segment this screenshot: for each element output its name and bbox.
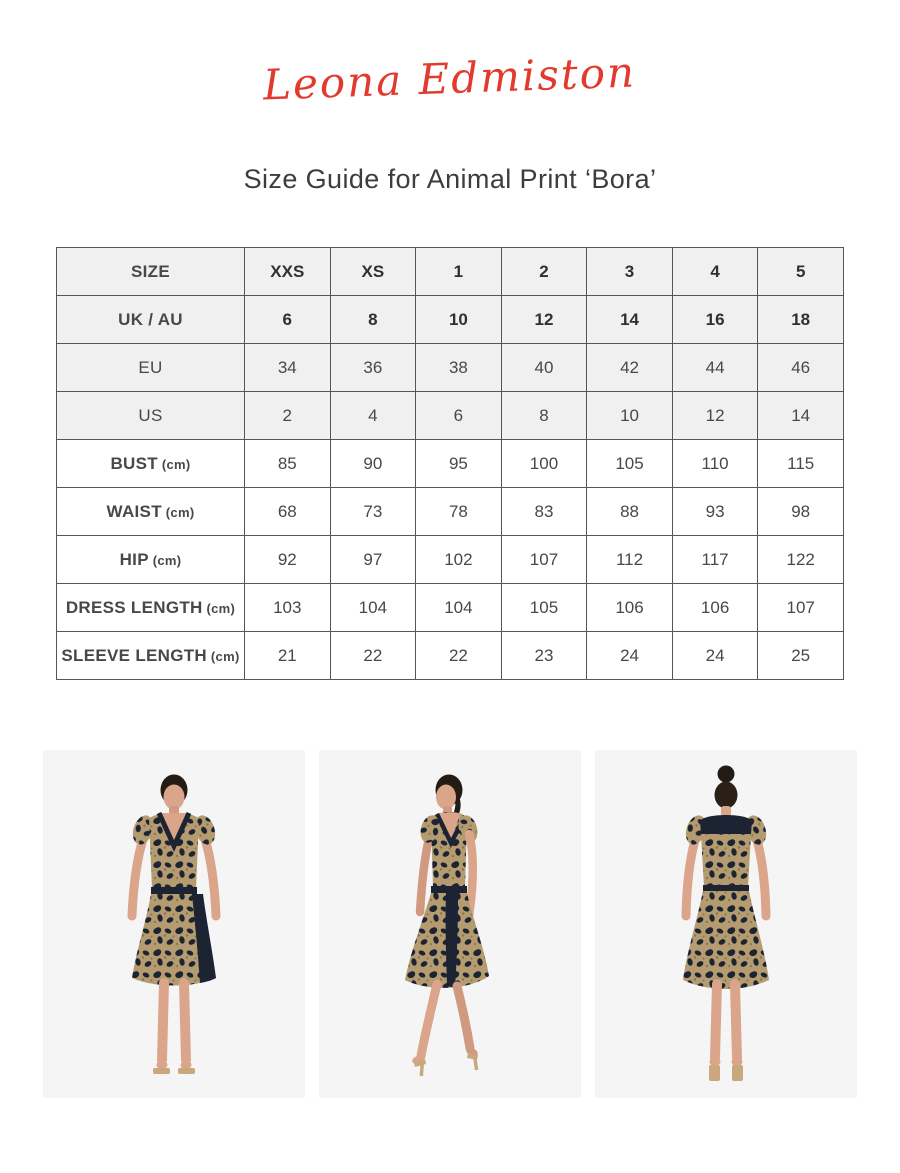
product-photo-front xyxy=(43,750,305,1098)
size-value-cell: 14 xyxy=(758,392,844,440)
size-value-cell: 73 xyxy=(330,488,416,536)
size-value-cell: 24 xyxy=(672,632,758,680)
size-value-cell: 8 xyxy=(330,296,416,344)
size-value-cell: 105 xyxy=(501,584,587,632)
size-value-cell: XXS xyxy=(245,248,331,296)
size-value-cell: 6 xyxy=(245,296,331,344)
size-value-cell: 100 xyxy=(501,440,587,488)
row-label: HIP (cm) xyxy=(57,536,245,584)
size-value-cell: 42 xyxy=(587,344,673,392)
size-value-cell: 14 xyxy=(587,296,673,344)
size-value-cell: 93 xyxy=(672,488,758,536)
table-row xyxy=(57,536,844,584)
row-label: DRESS LENGTH (cm) xyxy=(57,584,245,632)
size-value-cell: 44 xyxy=(672,344,758,392)
size-value-cell: 12 xyxy=(501,296,587,344)
row-label: WAIST (cm) xyxy=(57,488,245,536)
page-title: Size Guide for Animal Print ‘Bora’ xyxy=(243,164,657,194)
size-value-cell: 106 xyxy=(587,584,673,632)
size-value-cell: 46 xyxy=(758,344,844,392)
size-value-cell: 106 xyxy=(672,584,758,632)
product-photo-side xyxy=(319,750,581,1098)
table-row xyxy=(57,488,844,536)
model-front-illustration xyxy=(43,750,305,1098)
table-row xyxy=(57,248,844,296)
row-unit: (cm) xyxy=(161,504,195,520)
size-table-body xyxy=(57,248,844,680)
size-value-cell: 78 xyxy=(416,488,502,536)
size-value-cell: 34 xyxy=(245,344,331,392)
size-value-cell: 105 xyxy=(587,440,673,488)
size-value-cell: 5 xyxy=(758,248,844,296)
size-value-cell: 3 xyxy=(587,248,673,296)
size-value-cell: 104 xyxy=(330,584,416,632)
size-value-cell: 110 xyxy=(672,440,758,488)
table-row xyxy=(57,440,844,488)
product-images-row xyxy=(0,750,900,1098)
size-value-cell: 22 xyxy=(330,632,416,680)
size-value-cell: 23 xyxy=(501,632,587,680)
size-value-cell: 2 xyxy=(245,392,331,440)
size-value-cell: 90 xyxy=(330,440,416,488)
size-value-cell: 85 xyxy=(245,440,331,488)
size-value-cell: 103 xyxy=(245,584,331,632)
size-value-cell: 4 xyxy=(672,248,758,296)
size-value-cell: 104 xyxy=(416,584,502,632)
row-label: SLEEVE LENGTH (cm) xyxy=(57,632,245,680)
size-value-cell: XS xyxy=(330,248,416,296)
model-side-illustration xyxy=(319,750,581,1098)
row-unit: (cm) xyxy=(157,456,191,472)
size-value-cell: 98 xyxy=(758,488,844,536)
table-row xyxy=(57,296,844,344)
row-label: BUST (cm) xyxy=(57,440,245,488)
brand-logo xyxy=(0,0,900,150)
size-value-cell: 40 xyxy=(501,344,587,392)
size-value-cell: 92 xyxy=(245,536,331,584)
size-value-cell: 22 xyxy=(416,632,502,680)
product-photo-back xyxy=(595,750,857,1098)
size-table xyxy=(56,247,844,680)
model-back-illustration xyxy=(595,750,857,1098)
size-value-cell: 8 xyxy=(501,392,587,440)
size-value-cell: 21 xyxy=(245,632,331,680)
size-value-cell: 18 xyxy=(758,296,844,344)
size-value-cell: 2 xyxy=(501,248,587,296)
size-value-cell: 112 xyxy=(587,536,673,584)
size-value-cell: 115 xyxy=(758,440,844,488)
size-table-wrap xyxy=(0,247,900,680)
size-value-cell: 24 xyxy=(587,632,673,680)
size-value-cell: 68 xyxy=(245,488,331,536)
row-unit: (cm) xyxy=(207,648,240,664)
table-row xyxy=(57,392,844,440)
row-label: SIZE xyxy=(57,248,245,296)
row-unit: (cm) xyxy=(202,600,236,616)
size-value-cell: 88 xyxy=(587,488,673,536)
size-value-cell: 102 xyxy=(416,536,502,584)
size-value-cell: 25 xyxy=(758,632,844,680)
row-label: US xyxy=(57,392,245,440)
size-value-cell: 107 xyxy=(501,536,587,584)
table-row xyxy=(57,584,844,632)
size-value-cell: 97 xyxy=(330,536,416,584)
size-value-cell: 16 xyxy=(672,296,758,344)
table-row xyxy=(57,632,844,680)
size-value-cell: 38 xyxy=(416,344,502,392)
brand-logo-text: Leona Edmiston xyxy=(262,47,638,110)
size-value-cell: 12 xyxy=(672,392,758,440)
size-value-cell: 10 xyxy=(587,392,673,440)
size-value-cell: 122 xyxy=(758,536,844,584)
size-value-cell: 117 xyxy=(672,536,758,584)
row-label: EU xyxy=(57,344,245,392)
row-label: UK / AU xyxy=(57,296,245,344)
size-value-cell: 83 xyxy=(501,488,587,536)
row-unit: (cm) xyxy=(148,552,182,568)
size-value-cell: 107 xyxy=(758,584,844,632)
table-row xyxy=(57,344,844,392)
size-value-cell: 1 xyxy=(416,248,502,296)
size-value-cell: 95 xyxy=(416,440,502,488)
size-value-cell: 4 xyxy=(330,392,416,440)
size-value-cell: 10 xyxy=(416,296,502,344)
size-value-cell: 36 xyxy=(330,344,416,392)
size-value-cell: 6 xyxy=(416,392,502,440)
